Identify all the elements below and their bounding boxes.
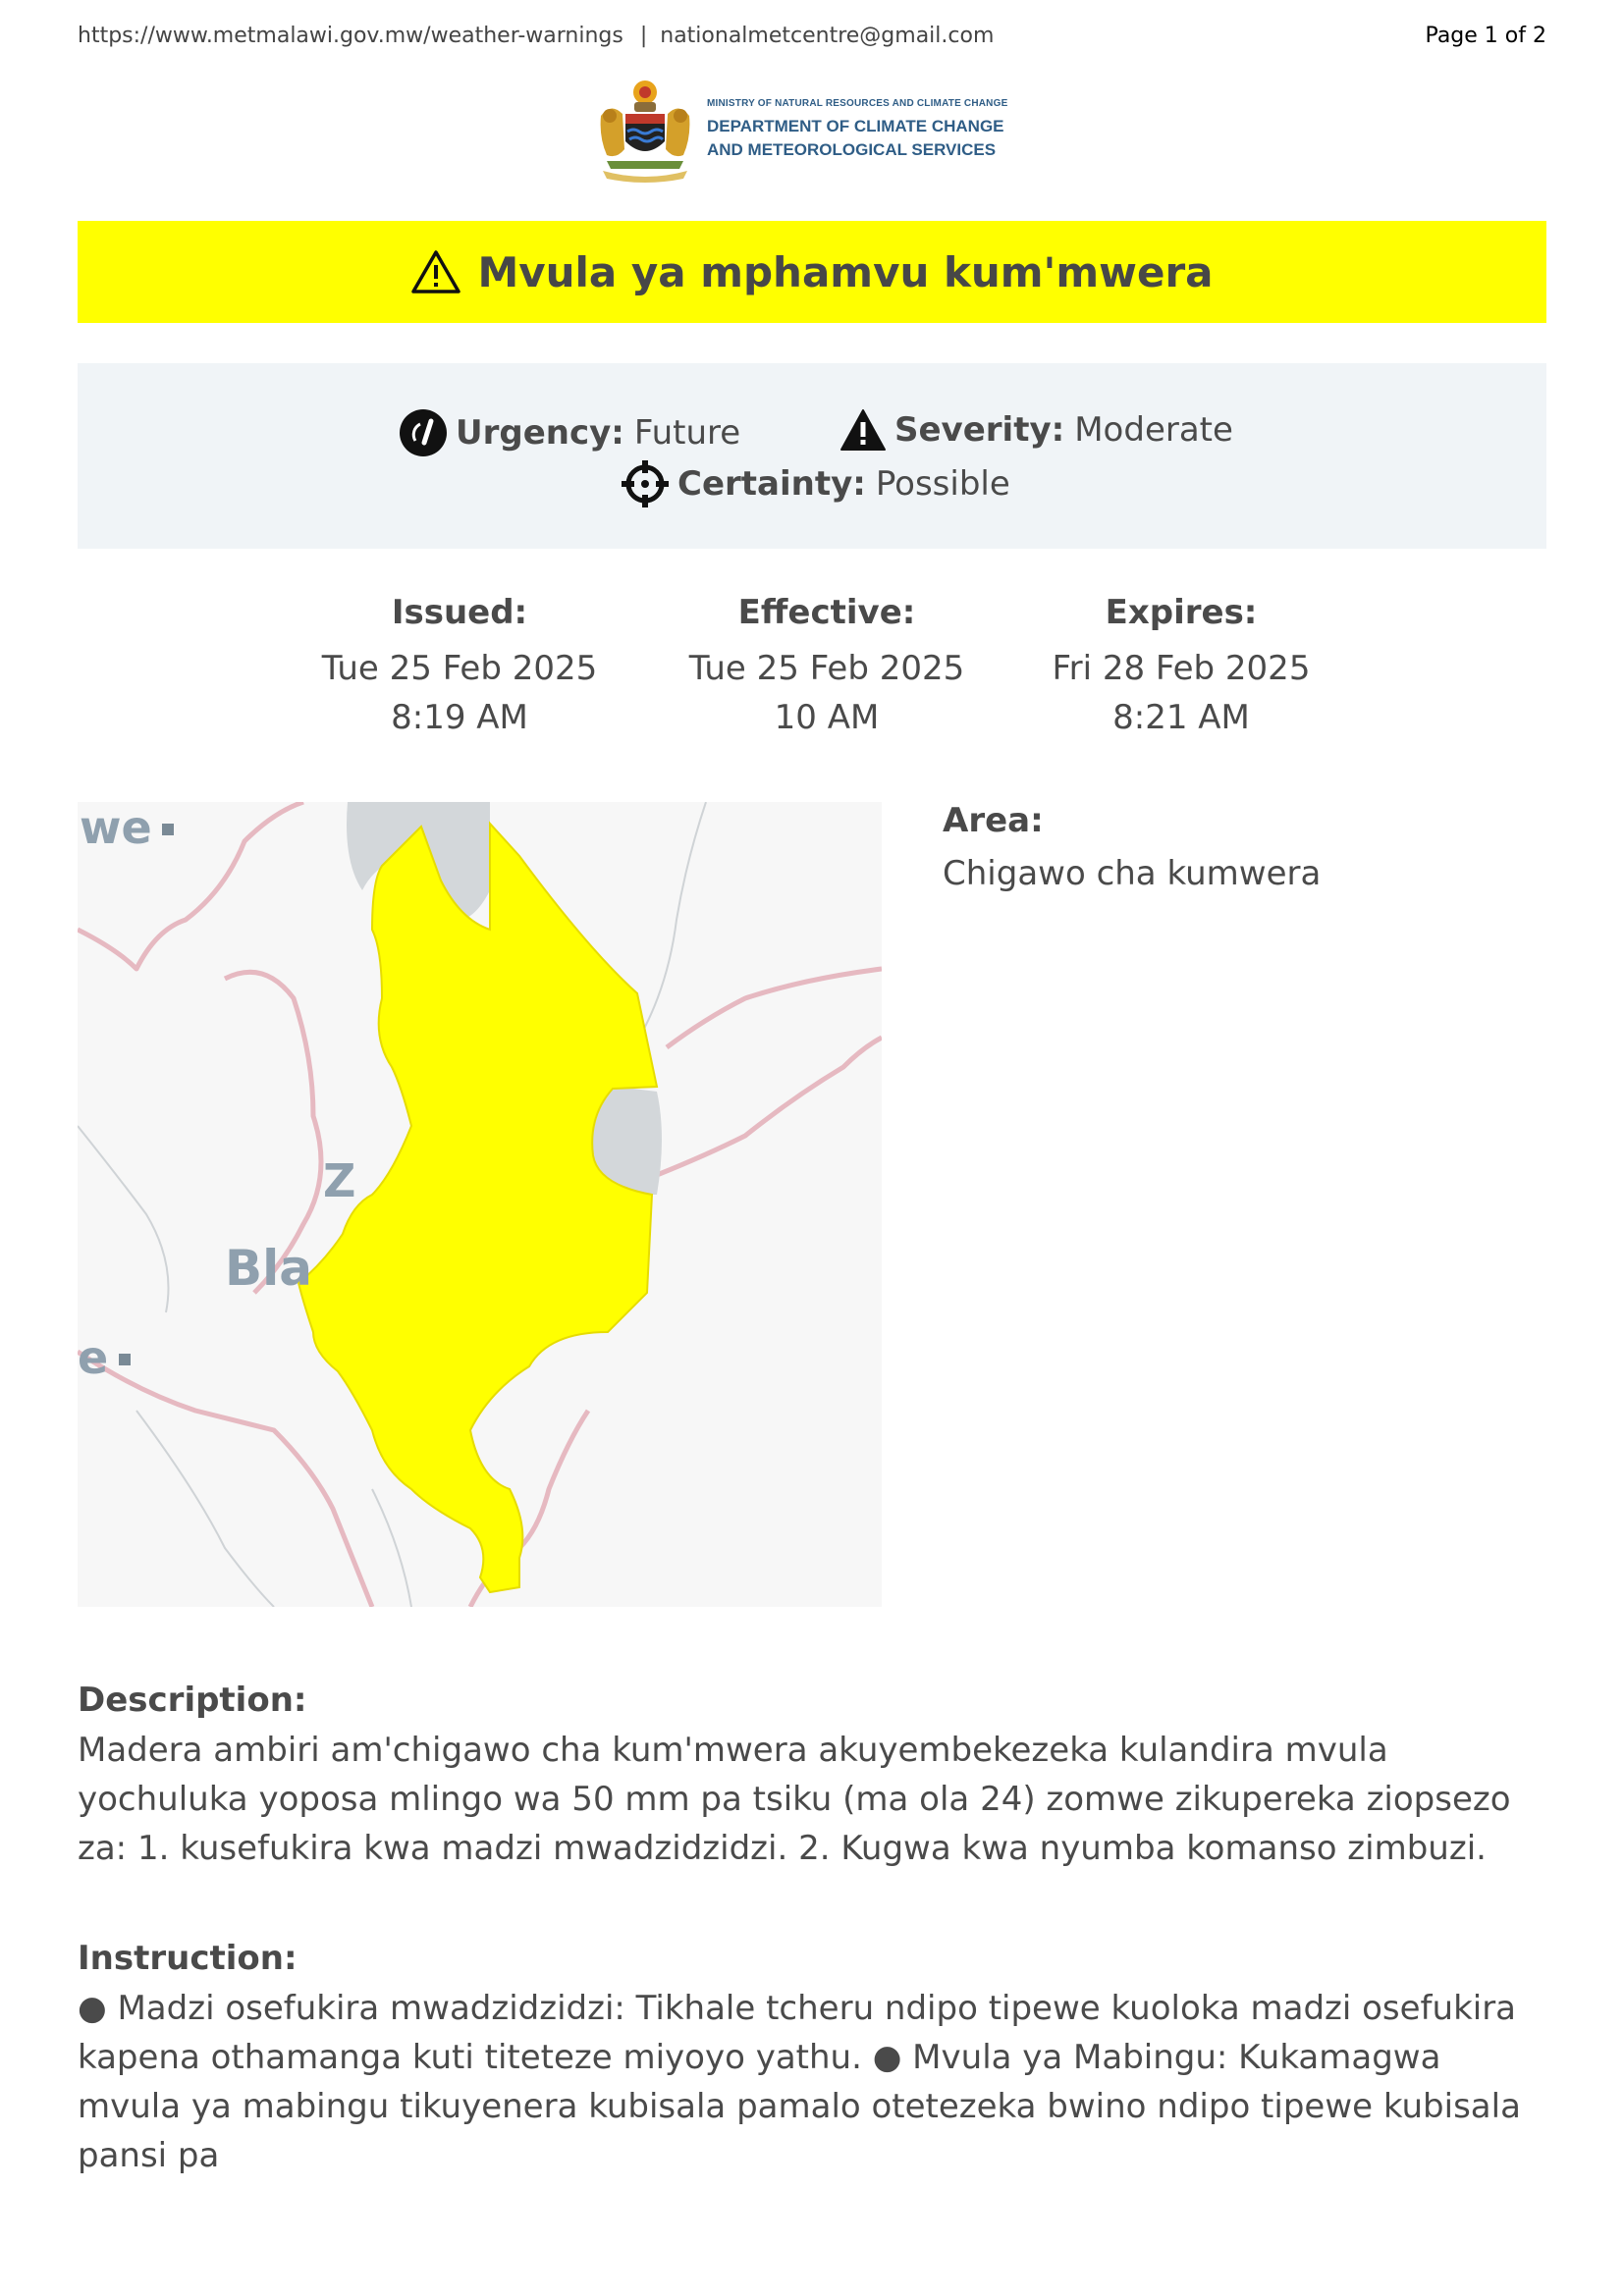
severity-label: Severity: [894, 410, 1065, 450]
description-text: Madera ambiri am'chigawo cha kum'mwera akuyembekezeka kulandira mvula yochuluka yoposa mlingo wa 50 mm pa tsiku (ma ola 24) zomwe zikupereka ziopsezo za: 1. kusefukira kwa madzi mwadzidzidzi. 2. Kugwa kwa nyumba komanso zimbuzi. [78, 1731, 1511, 1868]
department-logo [593, 77, 1007, 183]
urgency-label: Urgency: [456, 413, 624, 453]
issued-label: Issued: [391, 593, 528, 632]
instruction-text: ● Madzi osefukira mwadzidzidzi: Tikhale tcheru ndipo tipewe kuoloka madzi osefukira kapena othamanga kuti titeteze miyoyo yathu. ● Mvula ya Mabingu: Kukamagwa mvula ya mabingu tikuyenera kubisala pamalo otetezeka bwino ndipo tipewe kubisala pansi pa [78, 1989, 1521, 2175]
header-url[interactable]: https://www.metmalawi.gov.mw/weather-warnings [78, 24, 623, 48]
area-block [943, 801, 1321, 893]
coat-of-arms-icon [593, 77, 697, 183]
warning-banner [78, 221, 1546, 323]
map-label-4: e [78, 1331, 109, 1384]
page-number: Page 1 of 2 [1425, 24, 1546, 48]
alert-triangle-icon [839, 408, 887, 452]
effective-label: Effective: [737, 593, 916, 632]
warning-title: Mvula ya mphamvu kum'mwera [477, 247, 1214, 296]
certainty-value: Possible [875, 464, 1010, 504]
warning-triangle-icon [410, 249, 461, 294]
instruction-label: Instruction: [78, 1939, 298, 1978]
map-label-1: we [80, 802, 152, 854]
ministry-name: MINISTRY OF NATURAL RESOURCES AND CLIMATE CHANGE [707, 97, 1008, 109]
effective-date: Tue 25 Feb 2025 [688, 649, 965, 688]
issued-time: 8:19 AM [391, 698, 528, 737]
description-section [78, 1681, 1546, 1873]
instruction-section [78, 1939, 1546, 2180]
effective-time: 10 AM [774, 698, 880, 737]
map-canvas [78, 802, 882, 1607]
area-label: Area: [943, 801, 1044, 840]
header-email[interactable]: nationalmetcentre@gmail.com [660, 24, 995, 48]
expires-time: 8:21 AM [1112, 698, 1250, 737]
department-line-2: AND METEOROLOGICAL SERVICES [707, 139, 997, 159]
page-header [78, 24, 1546, 48]
expires-date: Fri 28 Feb 2025 [1052, 649, 1311, 688]
certainty-property [621, 459, 1010, 508]
warning-area-map [78, 802, 882, 1607]
map-label-2: Z [323, 1154, 356, 1207]
warning-properties [78, 363, 1546, 549]
issued-date: Tue 25 Feb 2025 [321, 649, 598, 688]
department-line-1: DEPARTMENT OF CLIMATE CHANGE [707, 116, 1004, 135]
certainty-label: Certainty: [677, 464, 866, 504]
department-name [707, 98, 1007, 162]
severity-property [839, 408, 1233, 452]
urgency-value: Future [633, 413, 741, 453]
expires-column [1014, 593, 1348, 742]
area-value: Chigawo cha kumwera [943, 854, 1322, 893]
crosshair-icon [621, 459, 670, 508]
urgency-property [399, 408, 740, 457]
severity-value: Moderate [1074, 410, 1233, 450]
expires-label: Expires: [1105, 593, 1258, 632]
header-contact [78, 24, 994, 48]
map-label-3: Bla [225, 1240, 312, 1297]
description-label: Description: [78, 1681, 307, 1720]
effective-column [660, 593, 994, 742]
header-separator: | [639, 24, 648, 48]
clock-gauge-icon [399, 408, 448, 457]
issued-column [293, 593, 626, 742]
